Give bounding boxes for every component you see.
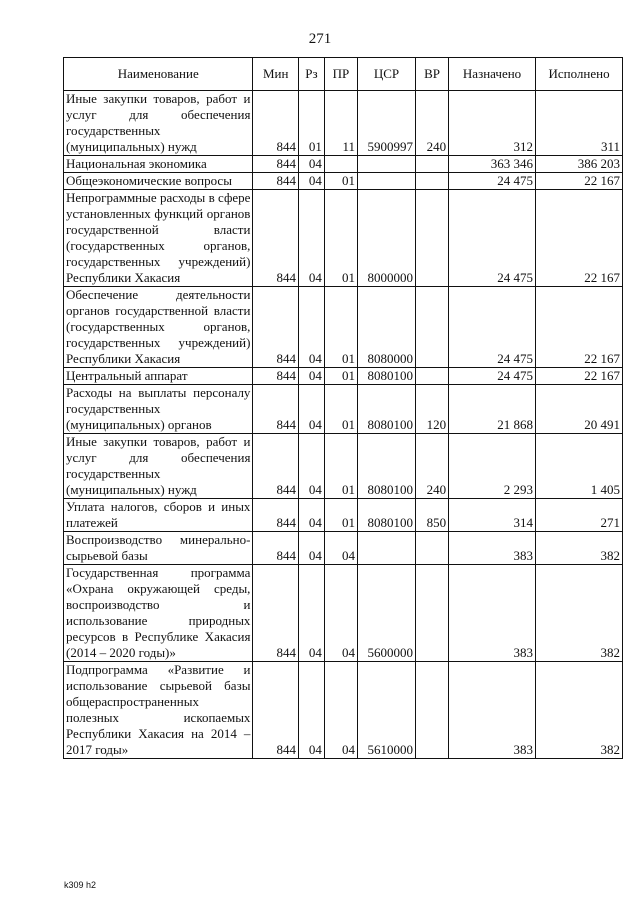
- cell-csr: 5610000: [357, 662, 415, 759]
- cell-executed: 1 405: [536, 434, 623, 499]
- cell-assigned: 383: [449, 662, 536, 759]
- cell-rz: 01: [298, 91, 324, 156]
- cell-csr: [357, 532, 415, 565]
- table-row: [64, 368, 623, 385]
- cell-csr: [357, 173, 415, 190]
- cell-executed: 22 167: [536, 368, 623, 385]
- cell-name: Подпрограмма «Развитие и использование сырьевой базы общераспространенных полезных ископаемых Республики Хакасия на 2014 – 2017 годы»: [64, 662, 253, 759]
- cell-vr: [415, 662, 448, 759]
- cell-rz: 04: [298, 173, 324, 190]
- table-row: [64, 662, 623, 759]
- cell-assigned: 312: [449, 91, 536, 156]
- cell-executed: 20 491: [536, 385, 623, 434]
- cell-vr: 240: [415, 434, 448, 499]
- cell-executed: 382: [536, 565, 623, 662]
- cell-name: Общеэкономические вопросы: [64, 173, 253, 190]
- cell-min: 844: [253, 287, 299, 368]
- cell-pr: 01: [324, 173, 357, 190]
- cell-name: Государственная программа «Охрана окружающей среды, воспроизводство и использование природных ресурсов в Республике Хакасия (2014 – 2020 годы)»: [64, 565, 253, 662]
- cell-name: Непрограммные расходы в сфере установленных функций органов государственной власти (государственных органов, государственных учреждений) Республики Хакасия: [64, 190, 253, 287]
- cell-name: Иные закупки товаров, работ и услуг для обеспечения государственных (муниципальных) нужд: [64, 91, 253, 156]
- cell-assigned: 2 293: [449, 434, 536, 499]
- cell-csr: 5900997: [357, 91, 415, 156]
- cell-name: Уплата налогов, сборов и иных платежей: [64, 499, 253, 532]
- cell-name: Иные закупки товаров, работ и услуг для обеспечения государственных (муниципальных) нужд: [64, 434, 253, 499]
- cell-pr: 01: [324, 368, 357, 385]
- cell-rz: 04: [298, 499, 324, 532]
- cell-rz: 04: [298, 156, 324, 173]
- cell-vr: 240: [415, 91, 448, 156]
- cell-rz: 04: [298, 287, 324, 368]
- cell-rz: 04: [298, 532, 324, 565]
- cell-name: Центральный аппарат: [64, 368, 253, 385]
- cell-vr: [415, 156, 448, 173]
- cell-pr: 01: [324, 385, 357, 434]
- cell-csr: 8080100: [357, 499, 415, 532]
- cell-min: 844: [253, 156, 299, 173]
- cell-min: 844: [253, 368, 299, 385]
- cell-executed: 22 167: [536, 287, 623, 368]
- table-header-row: [64, 58, 623, 91]
- cell-vr: [415, 173, 448, 190]
- cell-vr: 850: [415, 499, 448, 532]
- cell-pr: 04: [324, 532, 357, 565]
- cell-vr: [415, 190, 448, 287]
- table-row: [64, 173, 623, 190]
- cell-pr: 11: [324, 91, 357, 156]
- cell-assigned: 24 475: [449, 173, 536, 190]
- cell-assigned: 24 475: [449, 190, 536, 287]
- cell-executed: 382: [536, 662, 623, 759]
- cell-csr: 8080100: [357, 385, 415, 434]
- cell-rz: 04: [298, 368, 324, 385]
- cell-executed: 311: [536, 91, 623, 156]
- cell-rz: 04: [298, 434, 324, 499]
- header-executed: Исполнено: [536, 58, 623, 91]
- table-row: [64, 565, 623, 662]
- header-pr: ПР: [324, 58, 357, 91]
- cell-vr: 120: [415, 385, 448, 434]
- table-row: [64, 499, 623, 532]
- header-vr: ВР: [415, 58, 448, 91]
- cell-min: 844: [253, 662, 299, 759]
- cell-executed: 22 167: [536, 173, 623, 190]
- cell-csr: [357, 156, 415, 173]
- cell-pr: 01: [324, 499, 357, 532]
- cell-csr: 8000000: [357, 190, 415, 287]
- cell-pr: 04: [324, 662, 357, 759]
- cell-min: 844: [253, 565, 299, 662]
- table-row: [64, 156, 623, 173]
- cell-name: Воспроизводство минерально-сырьевой базы: [64, 532, 253, 565]
- cell-pr: [324, 156, 357, 173]
- header-assigned: Назначено: [449, 58, 536, 91]
- header-rz: Рз: [298, 58, 324, 91]
- cell-pr: 04: [324, 565, 357, 662]
- header-name: Наименование: [64, 58, 253, 91]
- cell-csr: 8080000: [357, 287, 415, 368]
- header-min: Мин: [253, 58, 299, 91]
- cell-name: Национальная экономика: [64, 156, 253, 173]
- cell-vr: [415, 287, 448, 368]
- budget-table: [63, 57, 623, 759]
- cell-executed: 22 167: [536, 190, 623, 287]
- table-row: [64, 287, 623, 368]
- table-row: [64, 190, 623, 287]
- page-number: 271: [308, 31, 332, 47]
- cell-executed: 386 203: [536, 156, 623, 173]
- cell-assigned: 363 346: [449, 156, 536, 173]
- cell-pr: 01: [324, 287, 357, 368]
- cell-assigned: 383: [449, 565, 536, 662]
- cell-pr: 01: [324, 190, 357, 287]
- cell-min: 844: [253, 173, 299, 190]
- cell-assigned: 383: [449, 532, 536, 565]
- footer-code: k309 h2: [64, 880, 97, 890]
- table-row: [64, 532, 623, 565]
- cell-assigned: 24 475: [449, 287, 536, 368]
- cell-rz: 04: [298, 662, 324, 759]
- cell-name: Обеспечение деятельности органов государственной власти (государственных органов, государственных учреждений) Республики Хакасия: [64, 287, 253, 368]
- cell-vr: [415, 532, 448, 565]
- cell-assigned: 21 868: [449, 385, 536, 434]
- cell-csr: 5600000: [357, 565, 415, 662]
- cell-name: Расходы на выплаты персоналу государственных (муниципальных) органов: [64, 385, 253, 434]
- cell-min: 844: [253, 499, 299, 532]
- cell-csr: 8080100: [357, 368, 415, 385]
- header-csr: ЦСР: [357, 58, 415, 91]
- cell-executed: 271: [536, 499, 623, 532]
- cell-vr: [415, 565, 448, 662]
- cell-pr: 01: [324, 434, 357, 499]
- cell-min: 844: [253, 91, 299, 156]
- cell-rz: 04: [298, 385, 324, 434]
- cell-assigned: 314: [449, 499, 536, 532]
- cell-min: 844: [253, 190, 299, 287]
- cell-rz: 04: [298, 565, 324, 662]
- table-row: [64, 91, 623, 156]
- table-row: [64, 385, 623, 434]
- cell-assigned: 24 475: [449, 368, 536, 385]
- cell-vr: [415, 368, 448, 385]
- table-row: [64, 434, 623, 499]
- cell-min: 844: [253, 385, 299, 434]
- cell-min: 844: [253, 434, 299, 499]
- cell-executed: 382: [536, 532, 623, 565]
- cell-min: 844: [253, 532, 299, 565]
- cell-csr: 8080100: [357, 434, 415, 499]
- cell-rz: 04: [298, 190, 324, 287]
